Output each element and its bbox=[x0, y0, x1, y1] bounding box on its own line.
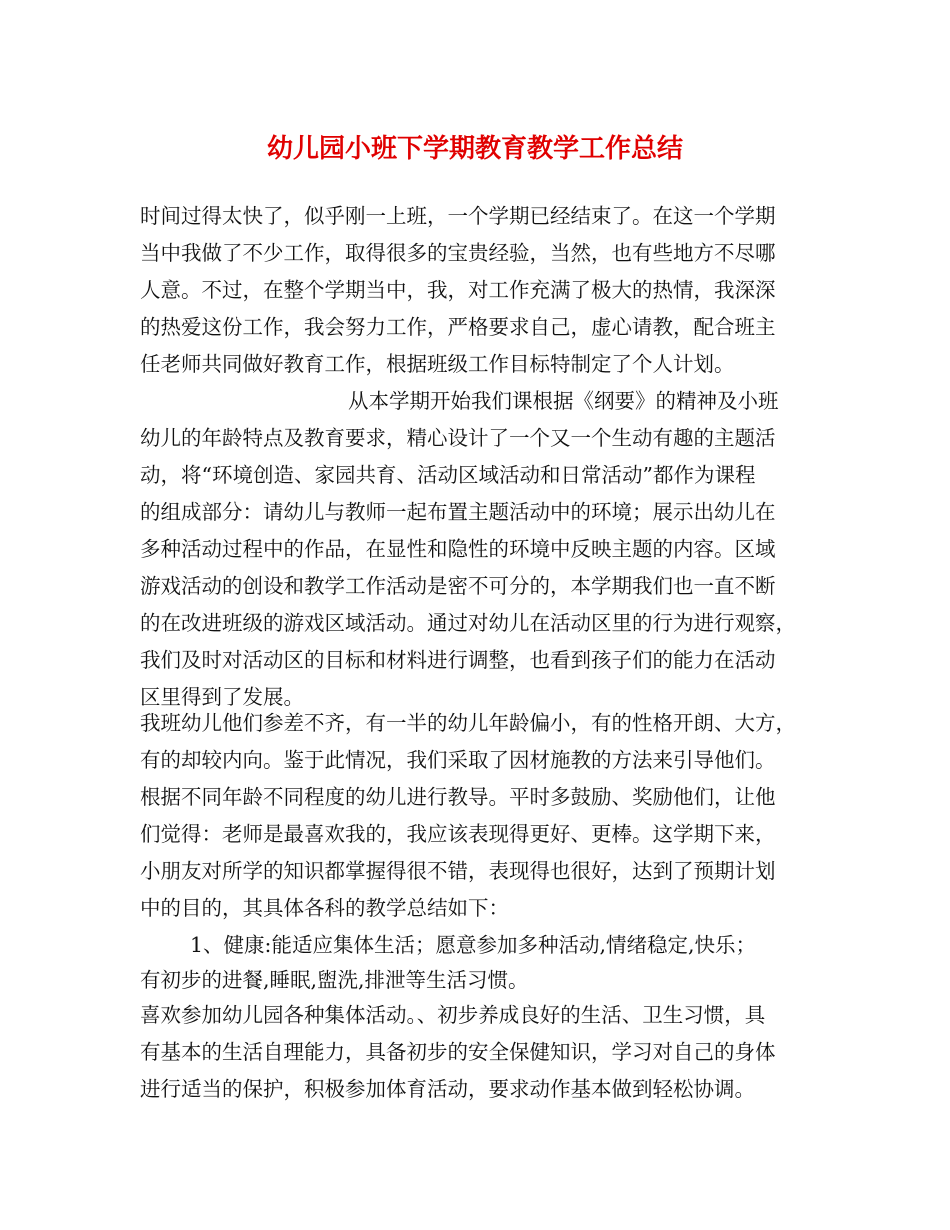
body-line: 动，将“环境创造、家园共育、活动区域活动和日常活动”都作为课程 bbox=[140, 463, 756, 487]
body-line: 区里得到了发展。 bbox=[140, 685, 304, 709]
body-line: 多种活动过程中的作品，在显性和隐性的环境中反映主题的内容。区域 bbox=[140, 537, 776, 561]
body-line: 我班幼儿他们参差不齐，有一半的幼儿年龄偏小，有的性格开朗、大方， bbox=[140, 711, 796, 735]
body-line: 喜欢参加幼儿园各种集体活动。、初步养成良好的生活、卫生习惯，具 bbox=[140, 1003, 766, 1027]
body-line: 人意。不过，在整个学期当中，我，对工作充满了极大的热情，我深深 bbox=[140, 278, 776, 302]
body-line: 我们及时对活动区的目标和材料进行调整，也看到孩子们的能力在活动 bbox=[140, 648, 776, 672]
body-line: 任老师共同做好教育工作，根据班级工作目标特制定了个人计划。 bbox=[140, 352, 735, 376]
body-line: 根据不同年龄不同程度的幼儿进行教导。平时多鼓励、奖励他们，让他 bbox=[140, 785, 776, 809]
body-line: 的组成部分：请幼儿与教师一起布置主题活动中的环境；展示出幼儿在 bbox=[140, 500, 776, 524]
body-line: 有基本的生活自理能力，具备初步的安全保健知识，学习对自己的身体 bbox=[140, 1040, 776, 1064]
document-title: 幼儿园小班下学期教育教学工作总结 bbox=[266, 134, 683, 164]
body-line: 时间过得太快了，似乎刚一上班，一个学期已经结束了。在这一个学期 bbox=[140, 204, 776, 228]
body-line: 1、健康:能适应集体生活；愿意参加多种活动,情绪稳定,快乐； bbox=[190, 933, 756, 957]
body-line: 的热爱这份工作，我会努力工作，严格要求自己，虚心请教，配合班主 bbox=[140, 315, 776, 339]
body-line: 们觉得：老师是最喜欢我的，我应该表现得更好、更棒。这学期下来， bbox=[140, 822, 776, 846]
body-line: 游戏活动的创设和教学工作活动是密不可分的，本学期我们也一直不断 bbox=[140, 574, 776, 598]
body-line: 有的却较内向。鉴于此情况，我们采取了因材施教的方法来引导他们。 bbox=[140, 748, 776, 772]
body-line: 幼儿的年龄特点及教育要求，精心设计了一个又一个生动有趣的主题活 bbox=[140, 426, 776, 450]
body-line: 小朋友对所学的知识都掌握得很不错，表现得也很好，达到了预期计划 bbox=[140, 859, 776, 883]
body-line: 当中我做了不少工作，取得很多的宝贵经验，当然，也有些地方不尽哪 bbox=[140, 241, 776, 265]
body-line: 从本学期开始我们课根据《纲要》的精神及小班 bbox=[348, 389, 779, 413]
body-line: 进行适当的保护，积极参加体育活动，要求动作基本做到轻松协调。 bbox=[140, 1077, 755, 1101]
body-line: 的在改进班级的游戏区域活动。通过对幼儿在活动区里的行为进行观察， bbox=[140, 611, 796, 635]
body-line: 中的目的，其具体各科的教学总结如下： bbox=[140, 896, 509, 920]
body-line: 有初步的进餐,睡眠,盥洗,排泄等生活习惯。 bbox=[140, 968, 529, 992]
